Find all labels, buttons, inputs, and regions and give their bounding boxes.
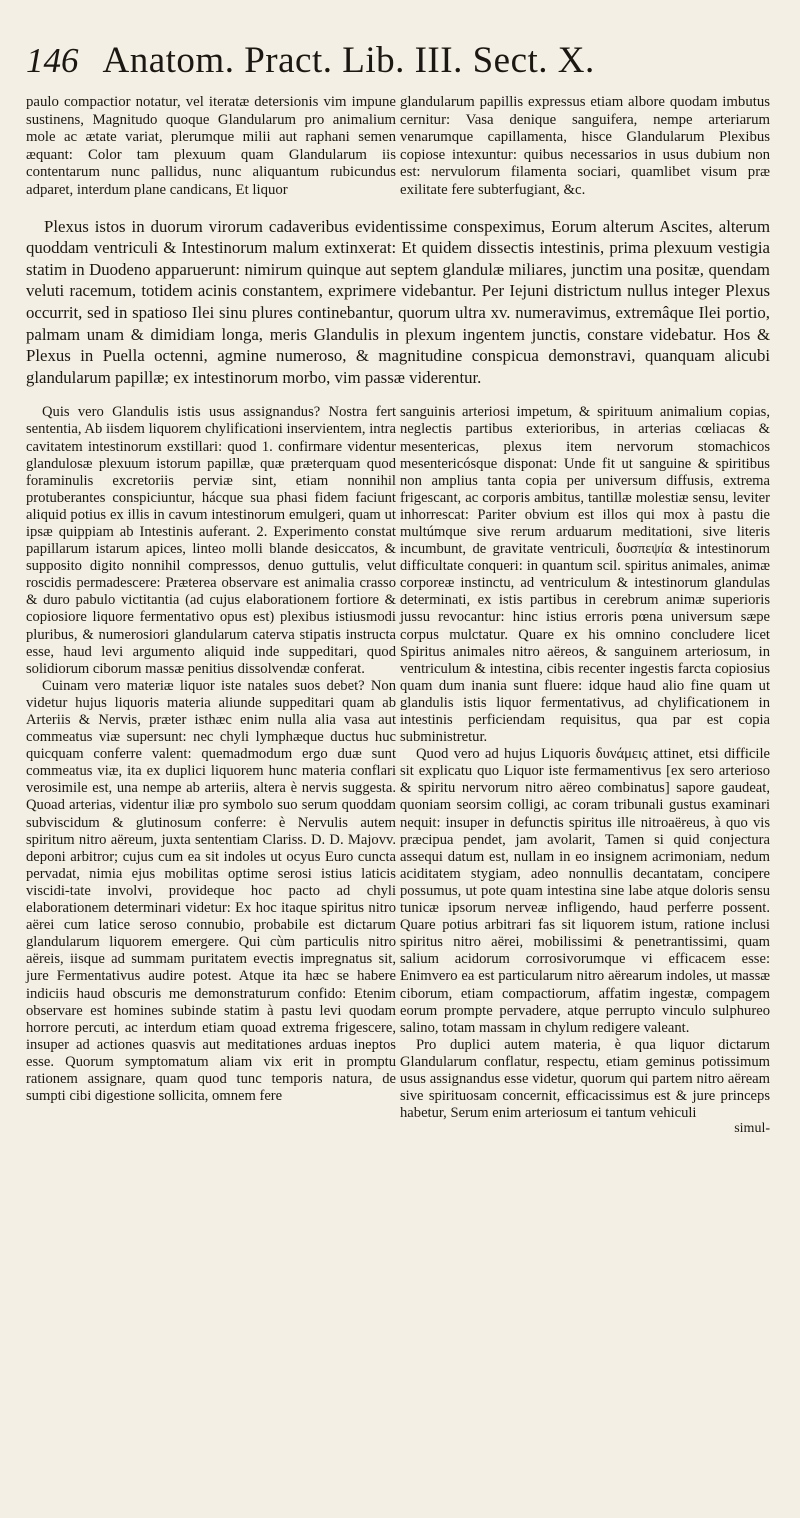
right-column [400, 404, 770, 1137]
top-columns [26, 94, 770, 200]
paragraph: sanguinis arteriosi impetum, & spirituum animalium copias, neglectis partibus exterioribus, in arterias cœliacas & mesentericas, plexus item nervorum stomachicos mesentericósque disponat: Unde fit ut sanguine & spiritibus non amplius tanta copia per universum diffusis, extrema frigescant, ac corporis ambitus, tantillæ molestiæ sensu, leviter inhorrescat: Pariter obvium est illos qui mox à pastu die multúmque sive rerum arduarum meditationi, sive literis incumbunt, de gravitate ventriculi, δυσπεψία & intestinorum difficultate conqueri: in quantum scil. spiritus animales, animæ corporeæ instinctu, ad ventriculum & intestinorum glandulas determinati, ex istis partibus in cerebrum animæ superioris jussu revocantur: hinc istius erroris pœna universum sæpe corpus mulctatur. Quare ex his omnino concludere licet Spiritus animales nitro aëreos, & sanguinem arteriosum, in ventriculum & intestina, cibis recenter ingestis farcta copiosius quam dum inania sunt fluere: idque haud alio fine quam ut glandulis istis liquor fermentativus, ad chylificationem in intestinis perficiendam requisitus, qua par est copia subministretur. [400, 404, 770, 746]
paragraph: Quod vero ad hujus Liquoris δυνάμεις attinet, etsi difficile sit explicatu quo Liquor iste fermamentivus [ex sero arterioso & spiritu nervorum nitro aëreo combinatus] sapore gaudeat, quoniam seorsim colligi, ac coram tribunali gustus examinari nequit: insuper in defunctis spiritus ille nitroaëreus, à quo vis præcipua pendet, jam avolarit, Tamen si quid conjectura assequi datum est, nullam in eo insignem acrimoniam, nedum aciditatem stygiam, adeo nonnullis decantatam, concipere possumus, ut pote quam intestina sine labe atque doloris sensu tunicæ ipsorum nerveæ infligendo, haud perferre possent. Quare potius arbitrari fas sit liquorem istum, ratione inclusi spiritus nitro aërei, mobilissimi & penetrantissimi, quam salium acidorum corrosivorumque vi efficacem esse: Enimvero ea est particularum nitro aërearum indoles, ut massæ ciborum, etiam compactiorum, affatim ingestæ, compagem eorum prompte pervadere, atque perrupto vinculo sulphureo salino, totam massam in chylum redigere valeant. [400, 746, 770, 1036]
paragraph: paulo compactior notatur, vel iteratæ detersionis vim impune sustinens, Magnitudo quoque Glandularum pro animalium mole ac ætate variat, plerumque milii aut raphani semen æquant: Color tam plexuum quam Glandularum iis contentarum nunc pallidus, nunc aliquantum rubicundus adparet, interdum plane candicans, Et liquor [26, 94, 396, 198]
paragraph: Cuinam vero materiæ liquor iste natales suos debet? Non videtur hujus liquoris materia aliunde suppeditari quam ab Arteriis & Nervis, præter isthæc enim nulla alia vasa aut commeatus viæ supersunt: nec chyli lymphæque ductus huc quicquam conferre valent: quemadmodum ergo duæ sunt commeatus viæ, ita ex duplici liquorem hunc materia conflari verosimile est, una nempe ab arteriis, altera è nervis suggesta. Quoad arterias, videntur iliæ pro symbolo suo serum quoddam subviscidum & glutinosum conferre: è Nervulis autem spiritum nitro aëreum, juxta sententiam Clariss. D. D. Majovv. deponi arbitror; cujus cum ea sit indoles ut ocyus Euro cuncta pervadat, nimia ejus mobilitas optime serosi istius laticis viscidi-tate involvi, provideque hoc pacto ad chyli elaborationem determinari videtur: Ex hoc itaque spiritus nitro aërei cum latice seroso connubio, probabile est dictarum glandularum liquorem emergere. Qui cùm particulis nitro aëreis, iisque ad summam puritatem evectis impregnatus sit, jure Fermentativus audire potest. Atque ita hæc se habere indiciis haud obscuris me demonstraturum confido: Etenim observare est homines subinde statim à pastu levi quodam horrore percuti, ac interdum etiam quoad extrema frigescere, insuper ad actiones quasvis aut meditationes arduas ineptos esse. Quorum symptomatum aliam vix erit in promptu rationem assignare, quam quod tunc temporis natura, de sumpti cibi digestione sollicita, omnem fere [26, 677, 396, 1105]
paragraph: glandularum papillis expressus etiam albore quodam imbutus cernitur: Vasa denique sanguifera, nempe arteriarum venarumque capillamenta, hisce Glandularum Plexibus copiose intexuntur: quibus necessarios in usus dubium non est: nervulorum filamenta sociari, quamlibet visum præ exilitate fere subterfugiant, &c. [400, 94, 770, 198]
bottom-columns [26, 404, 770, 1137]
catchword: simul- [734, 1121, 770, 1137]
top-right-column [400, 94, 770, 200]
left-column [26, 404, 396, 1137]
paragraph: Quis vero Glandulis istis usus assignandus? Nostra fert sententia, Ab iisdem liquorem chylificationi inservientem, intra cavitatem intestinorum exstillari: quod 1. confirmare videntur glandulosæ plexuum istorum papillæ, quæ præterquam quod foraminulis excretoriis perviæ sint, etiam nonnihil protuberantes conspiciuntur, hácque sua phasi fidem faciunt aliquid potius ex illis in cavum intestinorum emulgeri, quam ut ipsæ quippiam ab Intestinis auferant. 2. Experimento constat papillarum istarum apices, linteo molli blande desiccatos, & supposito digito nonnihil compressos, denuo guttulis, velut roscidis permadescere: Præterea observare est animalia crasso & duro pabulo victitantia (ad cujus elaborationem fortiore & copiosiore liquore fermentativo opus est) plexibus istiusmodi pluribus, & numerosiori glandularum caterva stipatis instructa esse, haud levi argumento aliquid inde suppeditari, quod solidiorum ciborum massæ penitius dissolvendæ conferat. [26, 404, 396, 677]
top-left-column [26, 94, 396, 200]
page-number: 146 [26, 41, 79, 80]
page-header [26, 42, 770, 94]
running-head: Anatom. Pract. Lib. III. Sect. X. [102, 40, 595, 81]
paragraph: Pro duplici autem materia, è qua liquor dictarum Glandularum conflatur, respectu, etiam geminus potissimum usus assignandus esse videtur, quorum qui partem nitro aëream sive spirituosam concernit, efficacissimus est & jure princeps habetur, Serum enim arteriosum ei tantum vehiculi [400, 1036, 770, 1122]
full-width-paragraph: Plexus istos in duorum virorum cadaveribus evidentissime conspeximus, Eorum alterum Ascites, alterum quoddam ventriculi & Intestinorum malum extinxerat: Et quidem dissectis intestinis, prima plexuum vestigia statim in Duodeno apparuerunt: nimirum quinque aut septem glandulæ miliares, junctim una positæ, quendam veluti racemum, totidem acinis constantem, exprimere videbantur. Per Iejuni districtum nullus integer Plexus occurrit, sed in spatioso Ilei sinu plures continebantur, quorum ultra xv. numeravimus, extremâque Ilei portio, palmam unam & dimidiam longa, meris Glandulis in plexum ingentem junctis, constare videbatur. Hos & Plexus in Puella octenni, agmine numeroso, & magnitudine conspicua demonstravi, quanquam alicubi glandularum papillæ; ex intestinorum morbo, vim passæ viderentur. [26, 216, 770, 387]
